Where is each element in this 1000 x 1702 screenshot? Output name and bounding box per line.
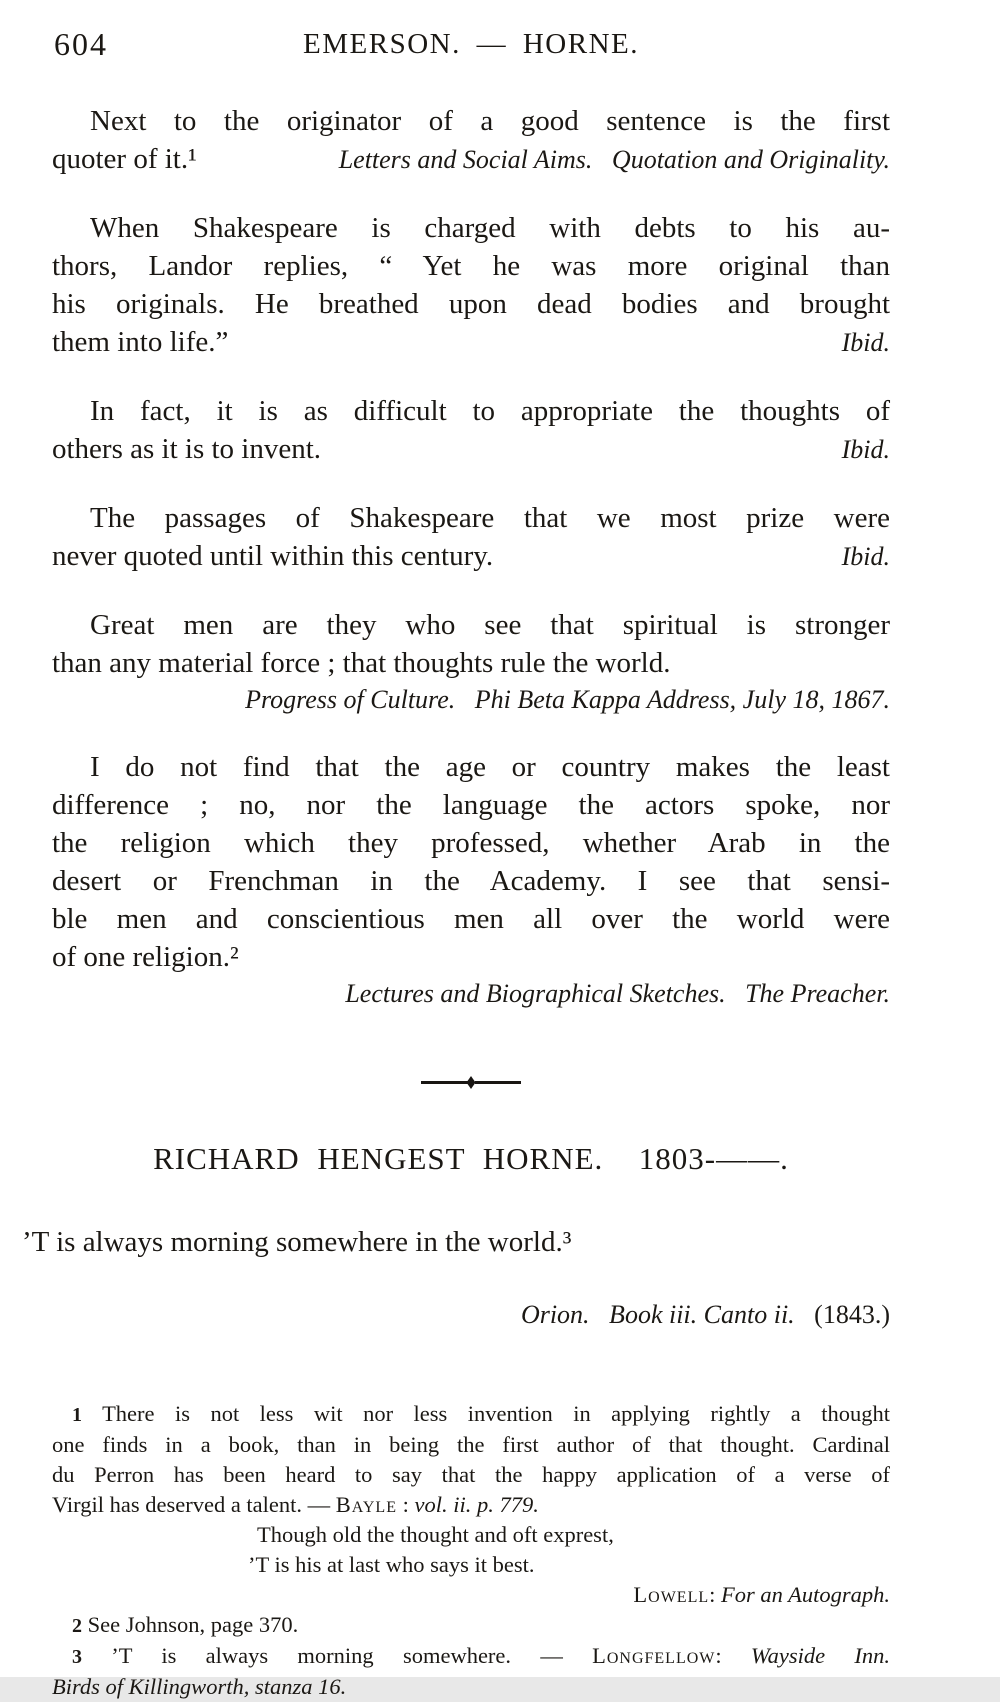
footnote-text: See Johnson, page 370.: [87, 1612, 299, 1637]
footnote-text: Virgil has deserved a talent. —: [52, 1492, 336, 1517]
quote-line: ble men and conscientious men all over the world were: [52, 903, 890, 935]
quote-paragraph-horne: [22, 1223, 890, 1369]
footnote-marker: 2: [72, 1615, 82, 1637]
divider-rule-left: [421, 1081, 468, 1084]
quote-line: quoter of it.¹: [52, 143, 197, 175]
quote-paragraph-4: [52, 499, 890, 576]
footnote-3-line: [52, 1672, 890, 1702]
quote-paragraph-1: [52, 102, 890, 179]
footnote-2-line: [52, 1610, 890, 1641]
running-header: EMERSON. — HORNE.: [303, 28, 639, 60]
citation: Progress of Culture. Phi Beta Kappa Address, July 18, 1867.: [245, 685, 890, 714]
footnote-verse-line: ’T is his at last who says it best.: [248, 1552, 535, 1577]
footnote-verse-line: Though old the thought and oft exprest,: [257, 1522, 614, 1547]
citation-ibid: Ibid.: [841, 435, 890, 464]
citation-ibid: Ibid.: [841, 542, 890, 571]
footnote-1-line: du Perron has been heard to say that the happy application of a verse of: [52, 1462, 890, 1487]
footnote-marker: 3: [72, 1646, 82, 1668]
quote-line: them into life.”: [52, 326, 229, 358]
section-divider-ornament: [421, 1076, 521, 1089]
quote-line: never quoted until within this century.: [52, 540, 494, 572]
footnote-text: ’T is always morning somewhere. —: [111, 1643, 593, 1668]
footnote-source: vol. ii. p. 779.: [414, 1492, 539, 1517]
quote-line: Great men are they who see that spiritual is stronger: [90, 609, 890, 641]
quote-line: the religion which they professed, whether Arab in the: [52, 827, 890, 859]
footnote-separator: :: [715, 1643, 751, 1668]
quote-line: difference ; no, nor the language the actors spoke, nor: [52, 789, 890, 821]
quote-line: Next to the originator of a good sentence is the first: [90, 105, 890, 137]
footnote-text: There is not less wit nor less invention in applying rightly a thought: [102, 1401, 891, 1426]
footnote-source: Birds of Killingworth, stanza 16.: [52, 1674, 347, 1699]
footnote-author: Lowell: [633, 1582, 710, 1607]
quote-line: The passages of Shakespeare that we most prize were: [90, 502, 890, 534]
divider-diamond: [467, 1076, 476, 1089]
footnote-1-line: [52, 1399, 890, 1430]
section-heading: RICHARD HENGEST HORNE. 1803-——.: [153, 1141, 789, 1176]
quote-paragraph-2: [52, 209, 890, 362]
quote-last-line-row: [52, 323, 890, 362]
footnote-source: Wayside Inn.: [750, 1643, 890, 1668]
quote-line: ’T is always morning somewhere in the world.³: [22, 1226, 572, 1258]
quote-line: In fact, it is as difficult to appropriate the thoughts of: [90, 395, 890, 427]
quote-last-line-row: [52, 430, 890, 469]
quote-line: others as it is to invent.: [52, 433, 322, 465]
quote-line: thors, Landor replies, “ Yet he was more original than: [52, 250, 890, 282]
footnote-separator: :: [396, 1492, 415, 1517]
quote-line: of one religion.²: [52, 941, 239, 973]
footnote-attribution: [52, 1580, 890, 1610]
citation: Lectures and Biographical Sketches. The Preacher.: [345, 979, 890, 1008]
footnote-1-line: one finds in a book, than in being the first author of that thought. Cardinal: [52, 1432, 890, 1457]
footnote-marker: 1: [72, 1404, 82, 1426]
footnote-separator: :: [709, 1582, 722, 1607]
citation-ibid: Ibid.: [841, 328, 890, 357]
quote-line: When Shakespeare is charged with debts to his au-: [90, 212, 890, 244]
quote-last-line-row: [52, 140, 890, 179]
citation: Letters and Social Aims. Quotation and Originality.: [338, 145, 890, 174]
page-number: 604: [54, 26, 108, 62]
page-header: [52, 26, 890, 64]
quote-last-line-row: [52, 537, 890, 576]
footnotes-block: [52, 1399, 890, 1702]
citation-title: Orion. Book iii. Canto ii.: [520, 1300, 795, 1329]
footnote-source: For an Autograph.: [721, 1582, 890, 1607]
footnote-3-line: [52, 1641, 890, 1672]
quote-paragraph-3: [52, 392, 890, 469]
footnote-1-line: [52, 1490, 890, 1520]
quote-paragraph-5: [52, 606, 890, 718]
quote-line: desert or Frenchman in the Academy. I see that sensi-: [52, 865, 890, 897]
citation: [52, 1261, 890, 1369]
quote-line: than any material force ; that thoughts rule the world.: [52, 647, 671, 679]
footnote-author: Bayle: [335, 1492, 397, 1517]
quote-line: I do not find that the age or country makes the least: [90, 751, 890, 783]
quote-paragraph-6: [52, 748, 890, 1012]
footnote-author: Longfellow: [592, 1643, 716, 1668]
citation-year: (1843.): [794, 1300, 890, 1329]
divider-rule-right: [475, 1081, 522, 1084]
quote-line: his originals. He breathed upon dead bodies and brought: [52, 288, 890, 320]
